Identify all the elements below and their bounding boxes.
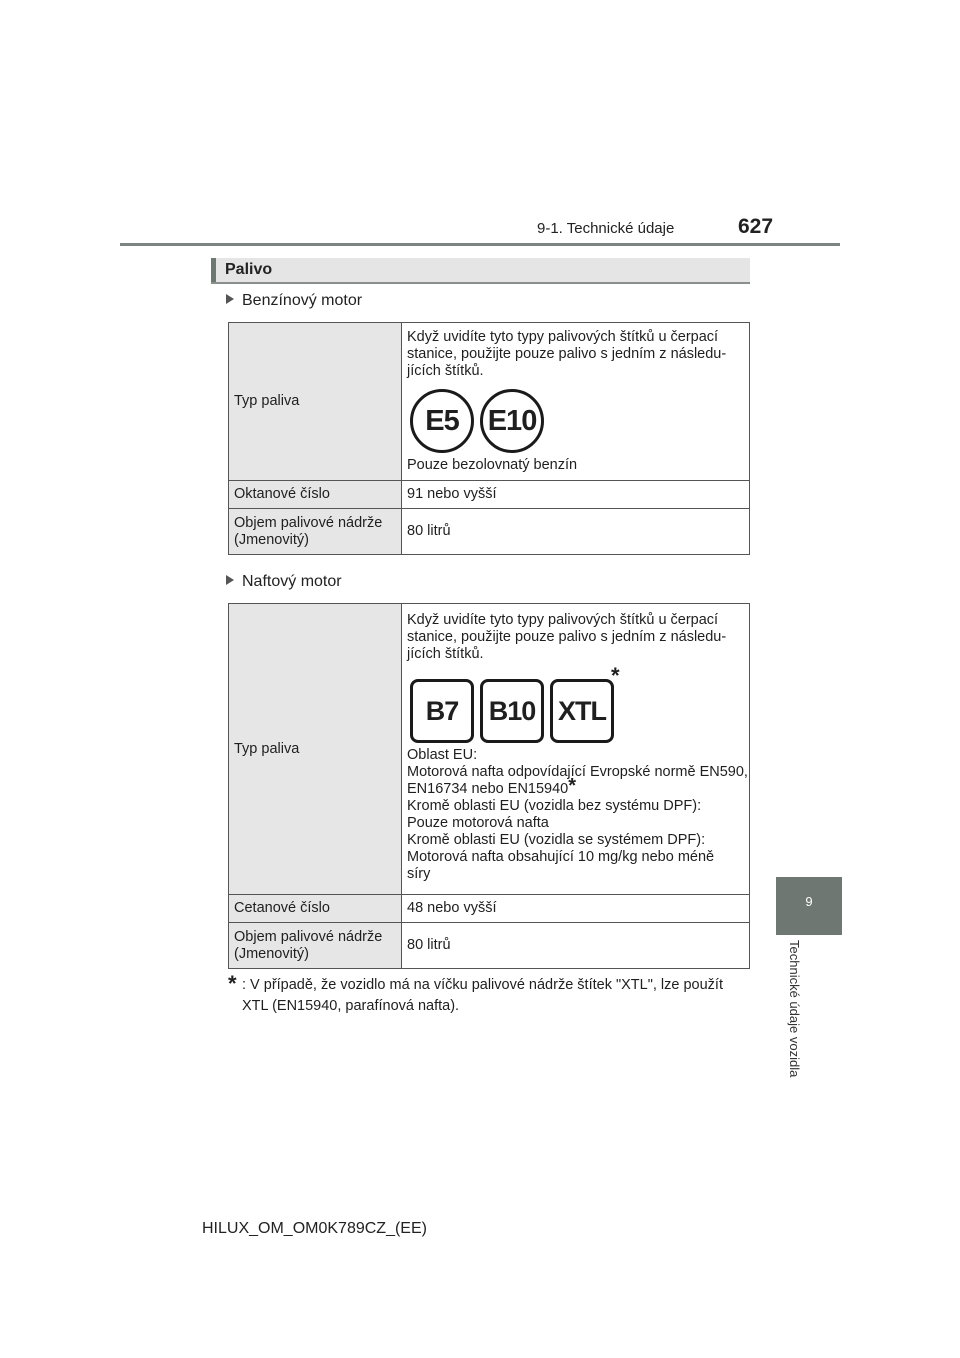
fuel-badge-xtl: XTL (550, 679, 614, 743)
diesel-spec-table (228, 603, 750, 969)
tank-value: 80 litrů (402, 923, 750, 969)
footnote-text: : V případě, že vozidlo má na víčku palivové nádrže štítek "XTL", lze použít XTL (EN15940, parafínová nafta). (242, 977, 723, 1014)
non-eu-dpf-text: Motorová nafta obsahující 10 mg/kg nebo méně síry (407, 848, 715, 882)
octane-value: 91 nebo vyšší (402, 481, 750, 509)
fuel-badges (410, 389, 749, 453)
header-rule (120, 243, 840, 246)
eu-marker: * (568, 774, 577, 797)
fuel-type-label: Typ paliva (229, 604, 402, 895)
fuel-type-label: Typ paliva (229, 323, 402, 481)
chapter-side-label (784, 940, 804, 1100)
fuel-type-text: Když uvidíte tyto typy palivových štítků u čerpací stanice, použijte pouze palivo s jedním z následu- jících štítků. (407, 329, 727, 379)
petrol-subhead (226, 292, 362, 310)
table-row (229, 923, 750, 969)
table-row (229, 895, 750, 923)
non-eu-dpf-label: Kromě oblasti EU (vozidla se systémem DPF): (407, 831, 706, 848)
triangle-bullet-icon (226, 294, 234, 304)
cetane-value: 48 nebo vyšší (402, 895, 750, 923)
non-eu-no-dpf-text: Pouze motorová nafta (407, 814, 549, 831)
eu-text-block (407, 764, 749, 798)
section-title: Palivo (225, 261, 273, 278)
diesel-subhead-text: Naftový motor (242, 573, 342, 590)
footnote (228, 971, 752, 1017)
title-accent (211, 258, 216, 282)
section-title-bar (211, 258, 750, 284)
octane-label: Oktanové číslo (229, 481, 402, 509)
chapter-label-text: Technické údaje vozidla (787, 940, 802, 1078)
non-eu-no-dpf-label: Kromě oblasti EU (vozidla bez systému DPF): (407, 797, 702, 814)
footnote-marker: * (228, 971, 237, 996)
triangle-bullet-icon (226, 575, 234, 585)
fuel-badge-e10: E10 (480, 389, 544, 453)
fuel-badges (410, 662, 749, 743)
eu-text: Motorová nafta odpovídající Evropské normě EN590, EN16734 nebo EN15940 (407, 763, 748, 797)
fuel-type-cell (402, 604, 750, 895)
petrol-spec-table (228, 322, 750, 555)
fuel-type-text: Když uvidíte tyto typy palivových štítků u čerpací stanice, použijte pouze palivo s jedním z následu- jících štítků. (407, 611, 727, 662)
table-row (229, 509, 750, 555)
table-row (229, 481, 750, 509)
tank-value: 80 litrů (402, 509, 750, 555)
chapter-number: 9 (805, 894, 813, 909)
document-code: HILUX_OM_OM0K789CZ_(EE) (202, 1220, 427, 1237)
eu-label: Oblast EU: (407, 746, 478, 763)
tank-label: Objem palivové nádrže (Jmenovitý) (229, 509, 402, 555)
asterisk-marker: * (611, 662, 620, 688)
table-row (229, 604, 750, 895)
table-row (229, 323, 750, 481)
fuel-note: Pouze bezolovnatý benzín (407, 457, 578, 473)
fuel-badge-e5: E5 (410, 389, 474, 453)
cetane-label: Cetanové číslo (229, 895, 402, 923)
page-number: 627 (738, 215, 774, 238)
chapter-tab (776, 877, 842, 935)
fuel-badge-b7: B7 (410, 679, 474, 743)
fuel-type-cell (402, 323, 750, 481)
tank-label: Objem palivové nádrže (Jmenovitý) (229, 923, 402, 969)
section-heading: 9-1. Technické údaje (537, 220, 675, 237)
fuel-badge-b10: B10 (480, 679, 544, 743)
petrol-subhead-text: Benzínový motor (242, 292, 363, 309)
diesel-subhead (226, 573, 342, 591)
